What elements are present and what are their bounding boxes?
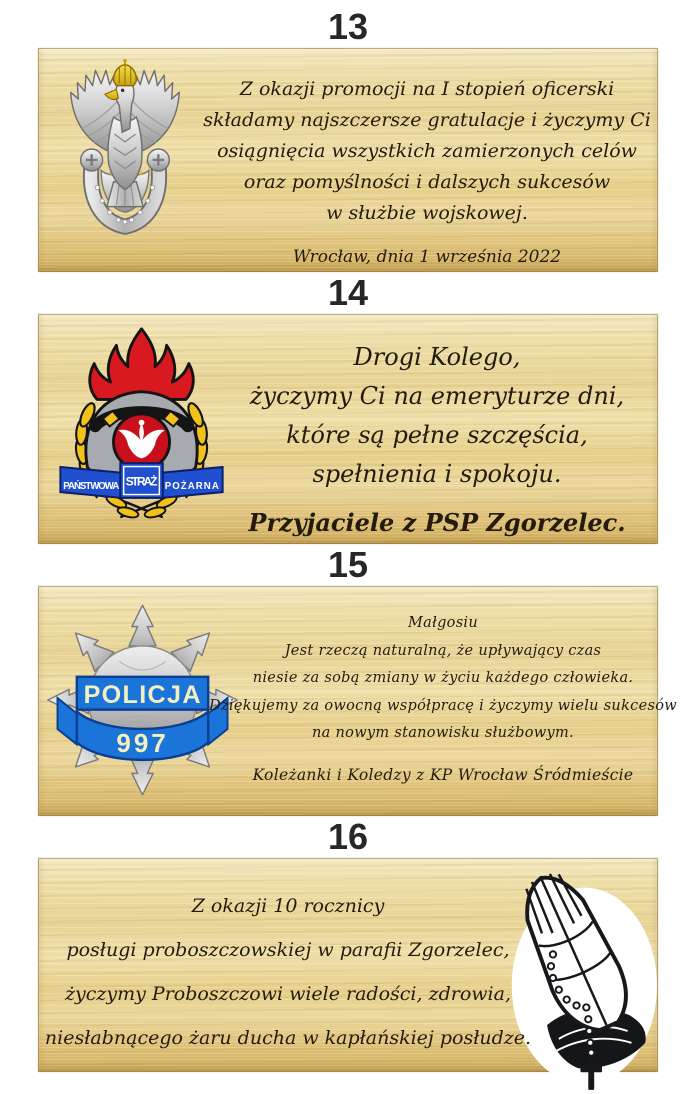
engraving-line: spełnienia i spokoju.	[312, 460, 562, 488]
engraving-line: posługi proboszczowskiej w parafii Zgorzelec,	[66, 939, 510, 961]
engraving-line: oraz pomyślności i dalszych sukcesów	[243, 171, 611, 193]
engraving-signature-line: Koleżanki i Koledzy z KP Wrocław Śródmieście	[252, 765, 634, 784]
ribbon-text-pozarna: POŻARNA	[164, 481, 219, 493]
policja-band-text: POLICJA	[83, 680, 202, 709]
997-ribbon-text: 997	[116, 728, 169, 759]
plaque-section-13	[0, 6, 696, 272]
engraving-text-block	[209, 610, 677, 789]
eagle-crown	[114, 59, 137, 86]
plaque-section-14	[0, 272, 696, 544]
military-eagle-icon	[52, 58, 198, 260]
engraving-line: życzymy Proboszczowi wiele radości, zdrowia,	[65, 983, 511, 1005]
plaque-number-15: 15	[327, 544, 369, 585]
engraving-line: Dziękujemy za owocną współpracę i życzymy wielu sukcesów	[209, 697, 677, 714]
engraving-text-block	[202, 74, 652, 273]
engraving-line: składamy najszczersze gratulacje i życzymy Ci	[203, 109, 651, 131]
engraving-text-block	[46, 884, 530, 1060]
ribbon-text-straz: STRAŻ	[125, 474, 158, 489]
engraving-line: na nowym stanowisku służbowym.	[312, 725, 574, 741]
engraving-line: Z okazji promocji na I stopień oficerski	[239, 78, 615, 100]
engraving-line: osiągnięcia wszystkich zamierzonych celów	[217, 140, 637, 162]
engraving-line: życzymy Ci na emeryturze dni,	[249, 382, 625, 410]
engraving-line: Jest rzeczą naturalną, że upływający czas	[284, 642, 602, 659]
engraving-line: Drogi Kolego,	[353, 343, 521, 371]
engraving-line: które są pełne szczęścia,	[286, 421, 588, 449]
plaque-number-16: 16	[327, 816, 369, 857]
plaque-number-13: 13	[327, 6, 369, 47]
engraving-line: niesłabnącego żaru ducha w kapłańskiej posłudze.	[44, 1027, 532, 1049]
engraving-line: Małgosiu	[407, 615, 479, 631]
plaque-section-15	[0, 544, 696, 816]
firefighter-crest-icon	[52, 326, 232, 524]
plaque-16-priest	[38, 858, 658, 1072]
plaque-section-16	[0, 816, 696, 1072]
engraving-line: niesie za sobą zmiany w życiu każdego człowieka.	[252, 670, 634, 686]
engraving-text-block	[222, 338, 652, 542]
flame-shape	[90, 329, 194, 400]
engraving-date-line: Wrocław, dnia 1 września 2022	[292, 247, 562, 267]
plaque-number-14: 14	[327, 272, 369, 313]
plaque-14-firefighter	[38, 314, 658, 544]
plaque-15-police	[38, 586, 677, 816]
ribbon-text-panstwowa: PAŃSTWOWA	[63, 481, 120, 493]
engraving-signature-line: Przyjaciele z PSP Zgorzelec.	[248, 508, 626, 537]
engraving-line: Z okazji 10 rocznicy	[191, 895, 385, 917]
plaque-13-military	[38, 48, 658, 272]
psp-ribbon	[60, 463, 222, 498]
engraving-line: w służbie wojskowej.	[326, 202, 528, 224]
